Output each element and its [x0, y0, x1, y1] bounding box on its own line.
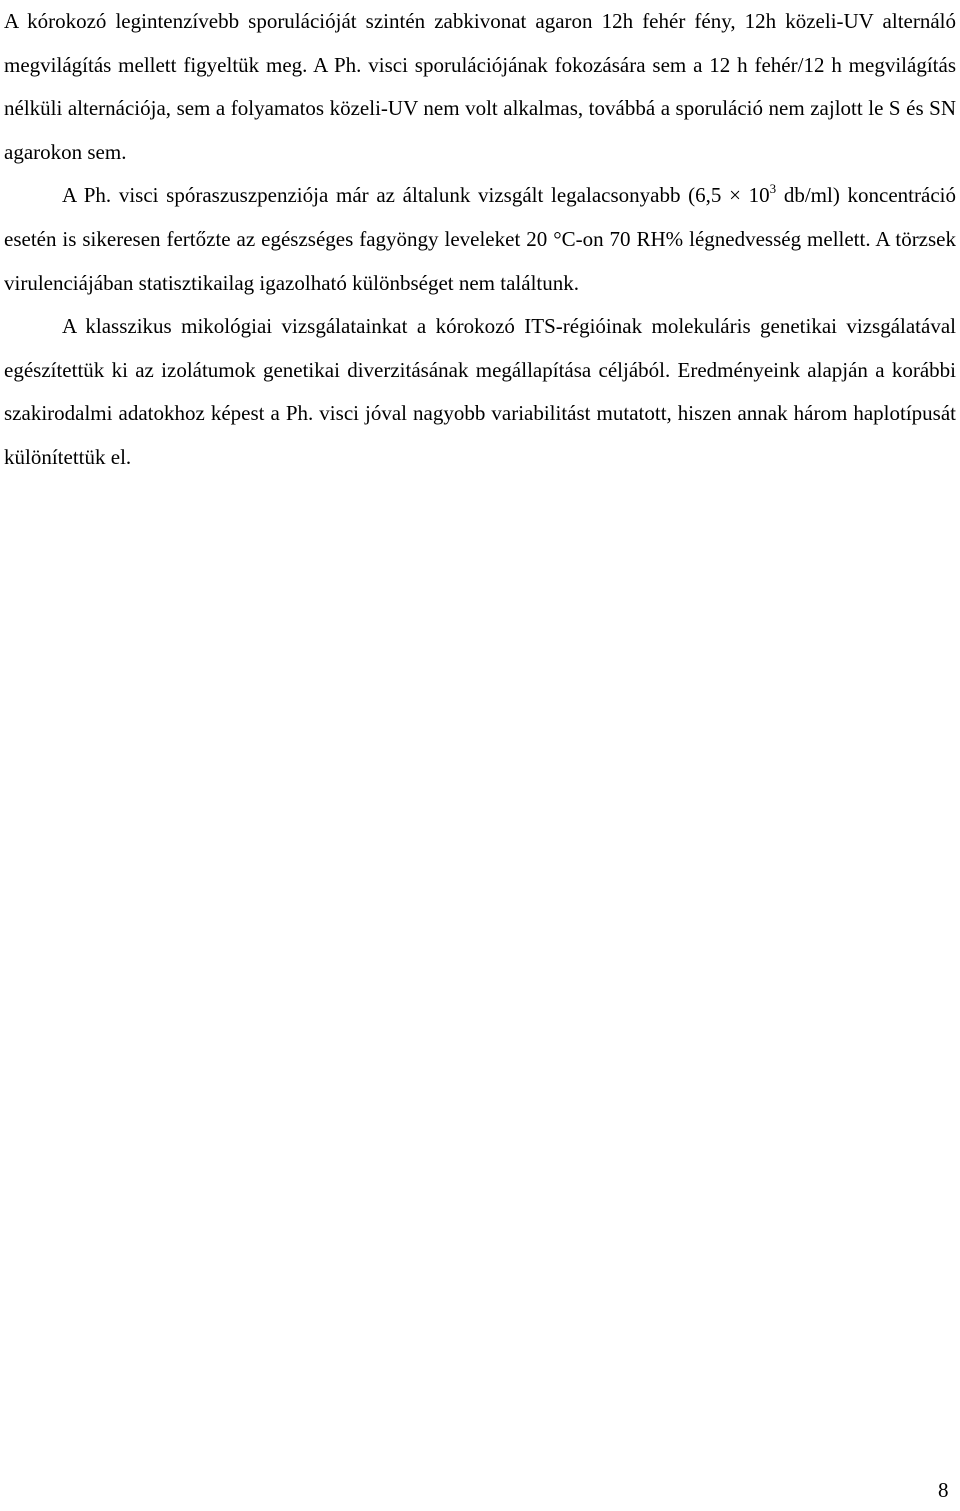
- infection-text-end: db/ml) koncentráció esetén is sikeresen fertőzte az egészséges fagyöngy leveleket 20 °C-on 70 RH% légnedvesség mellett. A törzsek virulenciájában statisztikailag igazolható különbséget nem találtunk.: [4, 183, 956, 295]
- infection-text-start: A Ph. visci spóraszuszpenziója már az általunk vizsgált legalacsonyabb (6,5 × 10: [62, 183, 770, 208]
- exponent: 3: [769, 181, 777, 197]
- paragraph-sporulation: A kórokozó legintenzívebb sporulációját szintén zabkivonat agaron 12h fehér fény, 12h közeli-UV alternáló megvilágítás mellett figyeltük meg. A Ph. visci sporulációjának fokozására sem a 12 h fehér/12 h megvilágítás nélküli alternációja, sem a folyamatos közeli-UV nem volt alkalmas, továbbá a sporuláció nem zajlott le S és SN agarokon sem.: [4, 9, 956, 164]
- page-number: 8: [938, 1478, 949, 1502]
- paragraph-molecular-genetics: A klasszikus mikológiai vizsgálatainkat a kórokozó ITS-régióinak molekuláris genetikai vizsgálatával egészítettük ki az izolátumok genetikai diverzitásának megállapítása céljából. Eredményeink alapján a korábbi szakirodalmi adatokhoz képest a Ph. visci jóval nagyobb variabilitást mutatott, hiszen annak három haplotípusát különítettük el.: [4, 314, 956, 469]
- body-text: [4, 0, 956, 480]
- paragraph-infection: [4, 174, 956, 305]
